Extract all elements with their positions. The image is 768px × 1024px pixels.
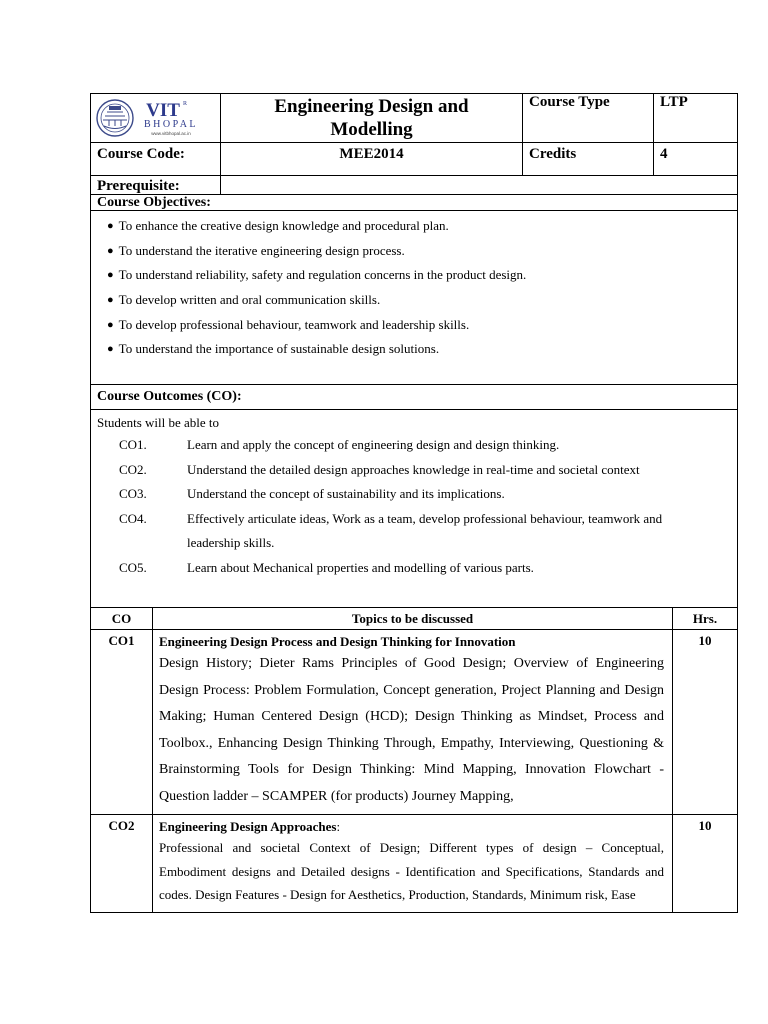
topic-title: Engineering Design Process and Design Thinking for Innovation [159,634,516,649]
prerequisite-value [221,176,737,194]
outcome-id: CO5. [119,559,147,575]
objectives-heading-row [91,195,737,211]
outcome-id: CO1. [119,437,147,452]
outcomes-heading-row [91,385,737,410]
course-code-row [91,143,737,176]
topics-col-hrs: Hrs. [692,611,718,626]
topic-hours: 10 [698,633,712,648]
objective-item: ● To understand reliability, safety and regulation concerns in the product design. [107,263,526,288]
topic-co: CO1 [91,630,153,814]
course-code-value: MEE2014 [221,143,523,175]
objective-item: ● To enhance the creative design knowledge and procedural plan. [107,214,526,239]
course-code-label: Course Code: [91,143,221,175]
topics-col-co: CO [91,608,153,629]
outcome-text: Understand the concept of sustainability and its implications. [187,486,505,502]
credits-value: 4 [660,146,668,162]
outcome-text: Effectively articulate ideas, Work as a team, develop professional behaviour, teamwork and leadership skills. [187,510,663,551]
topic-title: Engineering Design Approaches: [159,819,341,834]
outcome-id: CO2. [119,461,147,477]
course-type-label: Course Type [523,94,654,142]
outcomes-list [91,431,737,581]
outcome-item [91,556,737,581]
topic-body: Design History; Dieter Rams Principles of Good Design; Overview of Engineering Design Process: Problem Formulation, Concept generation, Project Planning and Design Making; Human Centered Design (HCD); Design Thinking as Mindset, Process and Toolbox., Enhancing Design Thinking Through, Empathy, Interviewing, Questioning & Brainstorming Tools for Design Thinking: Mind Mapping, Innovation Flowchart - Question ladder – SCAMPER (for products) Journey Mapping, [159,656,664,804]
svg-text:VIT: VIT [146,100,180,121]
prerequisite-row [91,176,737,195]
course-title-line2: Modelling [330,119,413,140]
topic-hours: 10 [698,818,712,833]
objective-item: ● To develop professional behaviour, teamwork and leadership skills. [107,313,526,338]
outcome-item [91,482,737,507]
objectives-list [91,211,526,384]
credits-label: Credits [523,143,654,175]
vit-logo [91,94,221,142]
objective-item: ● To understand the importance of sustainable design solutions. [107,337,526,362]
outcome-item [91,507,737,556]
course-title [221,94,523,142]
outcomes-intro: Students will be able to [97,415,220,430]
topic-body: Professional and societal Context of Design; Different types of design – Conceptual, Embodiment designs and Detailed designs - Identification and Specifications, Standards and codes. Design Features - Design for Aesthetics, Production, Standards, Minimum risk, Ease [159,840,664,902]
outcome-text: Learn and apply the concept of engineering design and design thinking. [187,437,560,452]
svg-text:BHOPAL: BHOPAL [143,119,199,130]
objective-item: ● To develop written and oral communication skills. [107,288,526,313]
course-type-value: LTP [660,94,688,110]
objectives-heading: Course Objectives: [97,195,211,210]
prerequisite-label: Prerequisite: [91,176,221,194]
topics-header-row [91,608,737,630]
topic-row [91,630,737,815]
svg-text:www.vitbhopal.ac.in: www.vitbhopal.ac.in [151,131,191,136]
course-title-line1: Engineering Design and [274,96,469,117]
topic-content [153,630,673,814]
topic-content [153,815,673,912]
topic-row [91,815,737,912]
header-row [91,94,737,143]
outcome-id: CO3. [119,486,147,502]
vit-bhopal-emblem-icon [95,96,217,140]
outcome-id: CO4. [119,510,147,526]
topic-co: CO2 [91,815,153,912]
outcomes-heading: Course Outcomes (CO): [97,389,242,404]
svg-text:R: R [183,101,188,107]
topics-col-topics: Topics to be discussed [153,608,673,629]
objective-item: ● To understand the iterative engineering design process. [107,239,526,264]
outcome-item [91,433,737,458]
outcomes-row [91,410,737,608]
course-syllabus-table [90,93,738,913]
objectives-row [91,211,737,385]
outcome-item [91,458,737,483]
outcome-text: Learn about Mechanical properties and modelling of various parts. [187,559,534,575]
outcome-text: Understand the detailed design approaches knowledge in real-time and societal context [187,461,640,477]
